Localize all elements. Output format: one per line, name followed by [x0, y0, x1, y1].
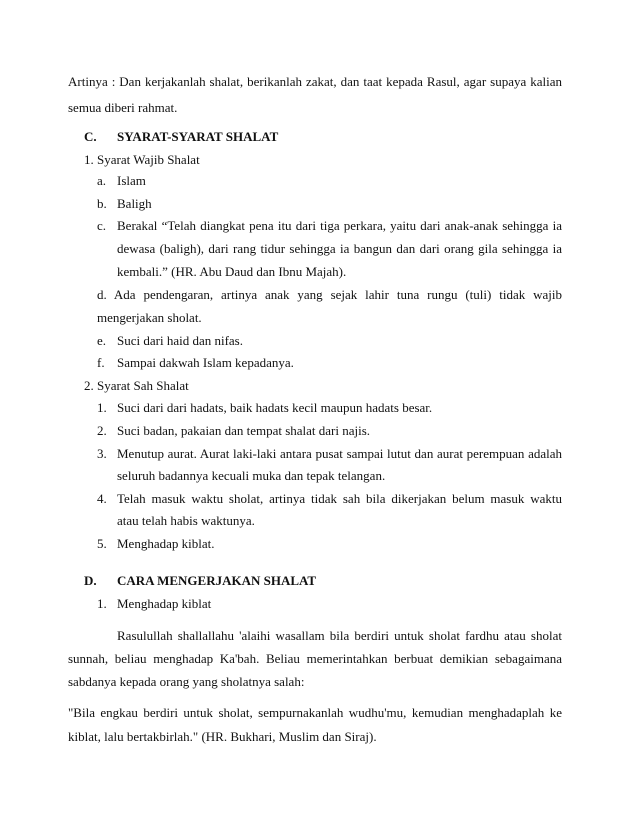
sah-4-line-2: atau telah habis waktunya. [117, 513, 255, 528]
sah-5-marker: 5. [97, 536, 107, 551]
sah-3-line-2: seluruh badannya kecuali muka dan tepak telangan. [117, 468, 386, 483]
section-d-letter: D. [84, 573, 97, 588]
wajib-a-marker: a. [97, 173, 107, 188]
wajib-c-line-2: dewasa (baligh), dari rang tidur sehingga ia bangun dan dari orang gila sehingga ia [117, 241, 562, 256]
intro-line-1: Artinya : Dan kerjakanlah shalat, berikanlah zakat, dan taat kepada Rasul, agar supaya kalian [68, 74, 562, 89]
wajib-label: 1. Syarat Wajib Shalat [84, 152, 200, 167]
wajib-c-line-3: kembali.” (HR. Abu Daud dan Ibnu Majah). [117, 264, 347, 279]
sah-5-text: Menghadap kiblat. [117, 536, 215, 551]
para1-line-3: sabdanya kepada orang yang sholatnya salah: [68, 674, 305, 689]
para2-line-1: "Bila engkau berdiri untuk sholat, sempurnakanlah wudhu'mu, kemudian menghadaplah ke [68, 705, 562, 720]
wajib-c-marker: c. [97, 218, 107, 233]
d-item-1-marker: 1. [97, 596, 107, 611]
sah-4-marker: 4. [97, 491, 107, 506]
wajib-d-line-1: d. Ada pendengaran, artinya anak yang sejak lahir tuna rungu (tuli) tidak wajib [97, 287, 562, 302]
sah-2-text: Suci badan, pakaian dan tempat shalat dari najis. [117, 423, 371, 438]
wajib-c-line-1: Berakal “Telah diangkat pena itu dari tiga perkara, yaitu dari anak-anak sehingga ia [117, 218, 562, 233]
sah-1-marker: 1. [97, 400, 107, 415]
wajib-a-text: Islam [117, 173, 146, 188]
sah-1-text: Suci dari dari hadats, baik hadats kecil maupun hadats besar. [117, 400, 433, 415]
intro-line-2: semua diberi rahmat. [68, 100, 178, 115]
section-d-title: CARA MENGERJAKAN SHALAT [117, 573, 317, 588]
wajib-d-line-2: mengerjakan sholat. [97, 310, 202, 325]
sah-4-line-1: Telah masuk waktu sholat, artinya tidak sah bila dikerjakan belum masuk waktu [117, 491, 562, 506]
para1-line-1: Rasulullah shallallahu 'alaihi wasallam bila berdiri untuk sholat fardhu atau sholat [117, 628, 562, 643]
sah-3-marker: 3. [97, 446, 107, 461]
wajib-b-text: Baligh [117, 196, 152, 211]
para2-line-2: kiblat, lalu bertakbirlah." (HR. Bukhari, Muslim dan Siraj). [68, 729, 377, 744]
section-c-title: SYARAT-SYARAT SHALAT [117, 129, 279, 144]
wajib-f-text: Sampai dakwah Islam kepadanya. [117, 355, 294, 370]
wajib-f-marker: f. [97, 355, 105, 370]
d-item-1-text: Menghadap kiblat [117, 596, 212, 611]
sah-3-line-1: Menutup aurat. Aurat laki-laki antara pusat sampai lutut dan aurat perempuan adalah [117, 446, 562, 461]
wajib-b-marker: b. [97, 196, 107, 211]
para1-line-2: sunnah, beliau menghadap Ka'bah. Beliau memerintahkan berbuat demikian sebagaimana [68, 651, 562, 666]
section-c-letter: C. [84, 129, 97, 144]
wajib-e-text: Suci dari haid dan nifas. [117, 333, 243, 348]
sah-label: 2. Syarat Sah Shalat [84, 378, 189, 393]
sah-2-marker: 2. [97, 423, 107, 438]
wajib-e-marker: e. [97, 333, 107, 348]
